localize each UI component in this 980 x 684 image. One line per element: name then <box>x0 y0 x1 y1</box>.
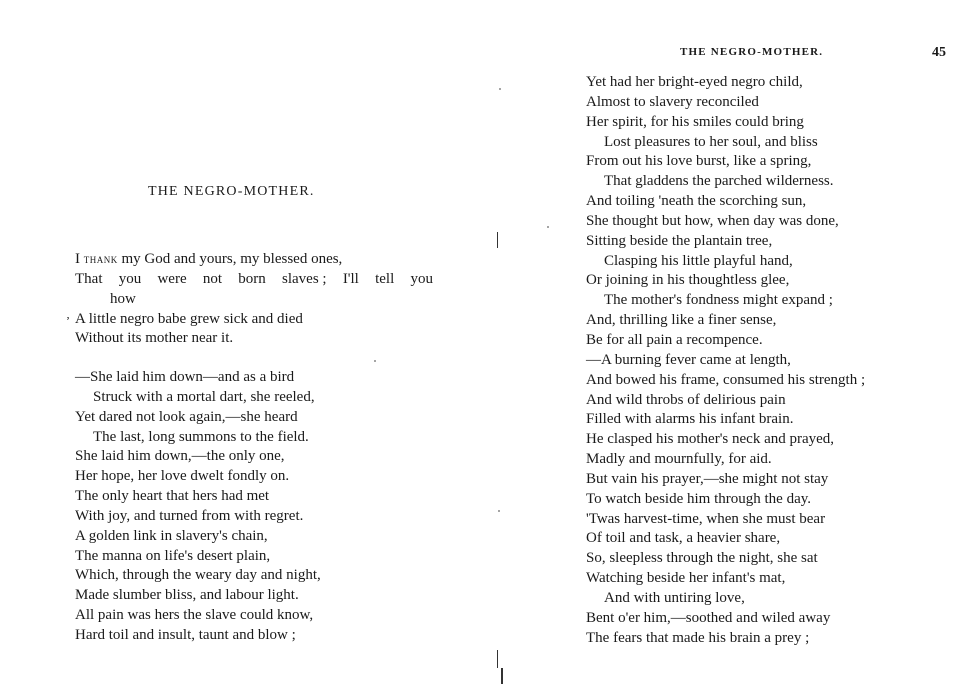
text-line: Without its mother near it. <box>75 330 234 347</box>
poem-title: THE NEGRO-MOTHER. <box>148 184 315 199</box>
text-line: He clasped his mother's neck and prayed, <box>586 431 835 448</box>
word: you <box>118 270 142 287</box>
word: not <box>202 270 223 287</box>
text-line: Yet dared not look again,—she heard <box>75 408 298 425</box>
text-line: She thought but how, when day was done, <box>586 212 839 229</box>
left-stanza-1 <box>75 249 440 349</box>
text-line: Struck with a mortal dart, she reeled, <box>93 388 315 405</box>
text-line: From out his love burst, like a spring, <box>586 153 812 170</box>
right-stanza <box>586 73 966 648</box>
text-line: Made slumber bliss, and labour light. <box>75 587 299 604</box>
text-line: Hard toil and insult, taunt and blow ; <box>75 626 296 643</box>
text-line: Lost pleasures to her soul, and bliss <box>604 133 818 150</box>
text-line: Be for all pain a recompence. <box>586 331 763 348</box>
page-number: 45 <box>932 45 946 60</box>
text-line: how <box>110 290 136 307</box>
text-line: Her spirit, for his smiles could bring <box>586 113 804 130</box>
text-line: And toiling 'neath the scorching sun, <box>586 193 807 210</box>
text-line: Clasping his little playful hand, <box>604 252 793 269</box>
text-line: 'Twas harvest-time, when she must bear <box>586 510 826 527</box>
text-line: But vain his prayer,—she might not stay <box>586 470 829 487</box>
page-speck <box>374 360 376 362</box>
text-line: A little negro babe grew sick and died <box>75 310 303 327</box>
margin-tick-mark: ʼ <box>66 314 70 328</box>
text-line: Filled with alarms his infant brain. <box>586 411 794 428</box>
word: born <box>238 270 266 287</box>
word: you <box>410 270 433 287</box>
text-line: And bowed his frame, consumed his strength ; <box>586 371 866 388</box>
text-line: Watching beside her infant's mat, <box>586 570 786 587</box>
text-line: —She laid him down—and as a bird <box>75 369 295 385</box>
text-line: Almost to slavery reconciled <box>586 93 759 110</box>
text-line: Of toil and task, a heavier share, <box>586 530 781 547</box>
text-line: All pain was hers the slave could know, <box>75 607 314 624</box>
text-line: Yet had her bright-eyed negro child, <box>586 74 803 90</box>
running-head: THE NEGRO-MOTHER. <box>680 46 824 58</box>
text-line: So, sleepless through the night, she sat <box>586 550 818 567</box>
right-page <box>490 0 980 684</box>
word: were <box>157 270 187 287</box>
text-line <box>75 270 440 290</box>
word: That <box>75 270 103 287</box>
text-line: Bent o'er him,—soothed and wiled away <box>586 609 831 626</box>
word: I'll <box>342 270 359 287</box>
text-line: That gladdens the parched wilderness. <box>604 173 834 190</box>
text-line: Sitting beside the plantain tree, <box>586 232 773 249</box>
text-line: Madly and mournfully, for aid. <box>586 451 772 468</box>
text-line: To watch beside him through the day. <box>586 490 812 507</box>
text-line: Or joining in his thoughtless glee, <box>586 272 790 289</box>
text-line: A golden link in slavery's chain, <box>75 527 268 544</box>
text-line: And, thrilling like a finer sense, <box>586 312 777 329</box>
text-line: The mother's fondness might expand ; <box>604 292 833 309</box>
text-line: The fears that made his brain a prey ; <box>586 629 810 646</box>
text-line: With joy, and turned from with regret. <box>75 507 304 524</box>
text-line: —A burning fever came at length, <box>586 351 791 368</box>
text-line: The last, long summons to the field. <box>93 428 309 445</box>
text-line: And with untiring love, <box>604 589 745 606</box>
text-line: The manna on life's desert plain, <box>75 547 271 564</box>
text-line: She laid him down,—the only one, <box>75 448 285 465</box>
word: tell <box>375 270 395 287</box>
text-line: Which, through the weary day and night, <box>75 567 321 584</box>
text-line: The only heart that hers had met <box>75 488 270 505</box>
left-stanza-2 <box>75 368 440 646</box>
word: slaves ; <box>282 270 327 287</box>
text-line: Her hope, her love dwelt fondly on. <box>75 468 290 485</box>
text-line: I thank my God and yours, my blessed ones, <box>75 251 343 267</box>
text-line: And wild throbs of delirious pain <box>586 391 786 408</box>
